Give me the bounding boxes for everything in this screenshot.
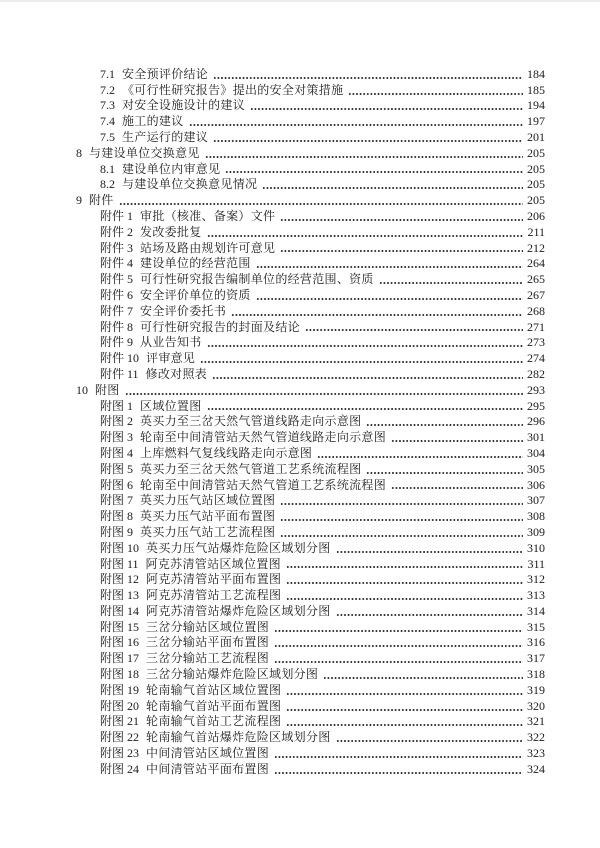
toc-entry-number: 附图 14 bbox=[100, 603, 140, 618]
toc-entry-page: 315 bbox=[527, 619, 545, 634]
dot-leader bbox=[205, 145, 523, 161]
toc-entry-number: 8.1 bbox=[100, 161, 115, 176]
toc-entry bbox=[76, 445, 545, 461]
toc-entry-number: 附件 8 bbox=[100, 319, 134, 334]
toc-entry bbox=[76, 382, 545, 398]
dot-leader bbox=[213, 129, 523, 145]
toc-entry-page: 295 bbox=[527, 398, 545, 413]
toc-entry-page: 296 bbox=[527, 414, 545, 429]
toc-entry-page: 212 bbox=[527, 240, 545, 255]
dot-leader bbox=[391, 429, 523, 445]
toc-entry-label: 《可行性研究报告》提出的安全对策措施 bbox=[122, 82, 344, 97]
toc-entry-number: 附图 9 bbox=[100, 524, 134, 539]
toc-entry bbox=[76, 714, 545, 730]
toc-entry-label: 附件 bbox=[89, 193, 114, 208]
toc-entry-label: 安全预评价结论 bbox=[122, 66, 209, 81]
toc-entry bbox=[76, 635, 545, 651]
toc-entry bbox=[76, 603, 545, 619]
toc-entry-page: 308 bbox=[527, 509, 545, 524]
toc-entry-number: 附件 7 bbox=[100, 303, 134, 318]
toc-entry-label: 附图 bbox=[95, 382, 120, 397]
toc-entry-page: 184 bbox=[527, 66, 545, 81]
page-top-edge bbox=[0, 0, 600, 2]
dot-leader bbox=[274, 619, 523, 635]
toc-entry-number: 附图 22 bbox=[100, 730, 140, 745]
toc-entry-number: 附图 11 bbox=[100, 556, 139, 571]
toc-entry-label: 英买力压气站工艺流程图 bbox=[140, 524, 276, 539]
toc-entry bbox=[76, 745, 545, 761]
dot-leader bbox=[207, 398, 523, 414]
dot-leader bbox=[213, 66, 523, 82]
toc-entry-page: 268 bbox=[527, 303, 545, 318]
toc-entry bbox=[76, 729, 545, 745]
toc-entry-page: 282 bbox=[527, 366, 545, 381]
dot-leader bbox=[317, 445, 523, 461]
toc-entry bbox=[76, 319, 545, 335]
toc-entry-label: 轮南至中间清管站天然气管道工艺系统流程图 bbox=[140, 477, 387, 492]
toc-entry-number: 10 bbox=[76, 382, 88, 397]
toc-entry bbox=[76, 572, 545, 588]
toc-entry-page: 265 bbox=[527, 272, 545, 287]
toc-entry-number: 7.4 bbox=[100, 114, 115, 129]
toc-entry-number: 附图 23 bbox=[100, 746, 140, 761]
toc-entry bbox=[76, 493, 545, 509]
dot-leader bbox=[336, 540, 523, 556]
toc-entry-page: 304 bbox=[527, 445, 545, 460]
toc-entry-label: 安全评价单位的资质 bbox=[140, 287, 251, 302]
dot-leader bbox=[274, 761, 523, 777]
toc-entry-page: 317 bbox=[527, 651, 545, 666]
toc-entry-page: 264 bbox=[527, 256, 545, 271]
toc-entry bbox=[76, 556, 545, 572]
dot-leader bbox=[286, 698, 523, 714]
toc-entry-number: 8 bbox=[76, 145, 82, 160]
dot-leader bbox=[256, 287, 523, 303]
toc-entry-page: 306 bbox=[527, 477, 545, 492]
table-of-contents bbox=[76, 66, 545, 777]
toc-entry-label: 上库燃料气复线线路走向示意图 bbox=[140, 445, 313, 460]
toc-entry-label: 三岔分输站工艺流程图 bbox=[146, 651, 270, 666]
toc-entry-number: 7.2 bbox=[100, 82, 115, 97]
toc-entry bbox=[76, 256, 545, 272]
toc-entry-page: 205 bbox=[527, 177, 545, 192]
toc-entry-label: 阿克苏清管站平面布置图 bbox=[146, 572, 282, 587]
toc-entry-label: 区域位置图 bbox=[140, 398, 202, 413]
toc-entry-label: 与建设单位交换意见情况 bbox=[122, 177, 258, 192]
toc-entry-number: 附件 10 bbox=[100, 351, 140, 366]
toc-entry-label: 站场及路由规划许可意见 bbox=[140, 240, 276, 255]
toc-entry bbox=[76, 129, 545, 145]
dot-leader bbox=[366, 414, 523, 430]
toc-entry-label: 中间清管站平面布置图 bbox=[146, 761, 270, 776]
dot-leader bbox=[336, 603, 523, 619]
dot-leader bbox=[286, 587, 523, 603]
toc-entry-number: 附图 7 bbox=[100, 493, 134, 508]
toc-entry bbox=[76, 508, 545, 524]
toc-entry-label: 英买力至三岔天然气管道线路走向示意图 bbox=[140, 414, 362, 429]
toc-entry bbox=[76, 477, 545, 493]
toc-entry bbox=[76, 461, 545, 477]
toc-entry bbox=[76, 682, 545, 698]
toc-entry-label: 英买力压气站平面布置图 bbox=[140, 509, 276, 524]
dot-leader bbox=[379, 271, 523, 287]
dot-leader bbox=[280, 508, 523, 524]
toc-entry-page: 205 bbox=[527, 193, 545, 208]
toc-entry-number: 附图 20 bbox=[100, 698, 140, 713]
toc-entry-number: 附件 5 bbox=[100, 272, 134, 287]
toc-entry-page: 309 bbox=[527, 524, 545, 539]
toc-entry-label: 对安全设施设计的建议 bbox=[122, 98, 246, 113]
toc-entry bbox=[76, 271, 545, 287]
toc-entry-number: 附图 5 bbox=[100, 461, 134, 476]
toc-entry bbox=[76, 587, 545, 603]
toc-entry-number: 附图 2 bbox=[100, 414, 134, 429]
toc-entry-number: 附件 3 bbox=[100, 240, 134, 255]
toc-entry-page: 316 bbox=[527, 635, 545, 650]
toc-entry-page: 319 bbox=[527, 682, 545, 697]
dot-leader bbox=[348, 82, 523, 98]
toc-entry bbox=[76, 177, 545, 193]
toc-entry bbox=[76, 303, 545, 319]
toc-entry-label: 可行性研究报告编制单位的经营范围、资质 bbox=[140, 272, 374, 287]
toc-entry-label: 生产运行的建议 bbox=[122, 129, 209, 144]
toc-entry-label: 发改委批复 bbox=[140, 224, 202, 239]
toc-entry-page: 318 bbox=[527, 667, 545, 682]
toc-entry-label: 施工的建议 bbox=[122, 114, 184, 129]
toc-entry-label: 与建设单位交换意见 bbox=[89, 145, 200, 160]
toc-entry-page: 273 bbox=[527, 335, 545, 350]
toc-entry-label: 三岔分输站爆炸危险区域划分图 bbox=[146, 667, 319, 682]
toc-entry-label: 轮南输气首站区域位置图 bbox=[146, 682, 282, 697]
toc-entry bbox=[76, 208, 545, 224]
toc-entry-page: 305 bbox=[527, 461, 545, 476]
toc-entry-page: 205 bbox=[527, 145, 545, 160]
toc-entry-number: 附图 16 bbox=[100, 635, 140, 650]
dot-leader bbox=[250, 98, 523, 114]
toc-entry bbox=[76, 98, 545, 114]
toc-entry-page: 206 bbox=[527, 208, 545, 223]
toc-entry-page: 201 bbox=[527, 129, 545, 144]
toc-entry-page: 324 bbox=[527, 761, 545, 776]
toc-entry-number: 附图 12 bbox=[100, 572, 140, 587]
dot-leader bbox=[391, 477, 523, 493]
toc-entry-page: 307 bbox=[527, 493, 545, 508]
dot-leader bbox=[256, 256, 523, 272]
toc-entry-label: 审批（核准、备案）文件 bbox=[140, 208, 276, 223]
toc-entry-number: 附件 11 bbox=[100, 366, 139, 381]
toc-entry-number: 附图 8 bbox=[100, 509, 134, 524]
toc-entry bbox=[76, 650, 545, 666]
dot-leader bbox=[280, 240, 523, 256]
toc-entry-label: 三岔分输站平面布置图 bbox=[146, 635, 270, 650]
toc-entry bbox=[76, 666, 545, 682]
toc-entry-label: 英买力至三岔天然气管道工艺系统流程图 bbox=[140, 461, 362, 476]
toc-entry-number: 附件 9 bbox=[100, 335, 134, 350]
toc-entry-page: 267 bbox=[527, 287, 545, 302]
toc-entry-number: 8.2 bbox=[100, 177, 115, 192]
dot-leader bbox=[200, 350, 523, 366]
toc-entry-label: 评审意见 bbox=[146, 351, 196, 366]
toc-entry-page: 197 bbox=[527, 114, 545, 129]
toc-entry-page: 322 bbox=[527, 730, 545, 745]
toc-entry bbox=[76, 240, 545, 256]
dot-leader bbox=[305, 319, 523, 335]
toc-entry-number: 7.1 bbox=[100, 66, 115, 81]
toc-entry-label: 轮南输气首站爆炸危险区域划分图 bbox=[146, 730, 331, 745]
toc-entry-label: 三岔分输站区域位置图 bbox=[146, 619, 270, 634]
toc-entry bbox=[76, 335, 545, 351]
toc-entry bbox=[76, 145, 545, 161]
dot-leader bbox=[189, 113, 523, 129]
toc-entry-page: 271 bbox=[527, 319, 545, 334]
dot-leader bbox=[207, 224, 524, 240]
toc-entry-number: 附图 3 bbox=[100, 430, 134, 445]
dot-leader bbox=[225, 161, 523, 177]
toc-entry bbox=[76, 540, 545, 556]
dot-leader bbox=[286, 682, 523, 698]
dot-leader bbox=[280, 524, 523, 540]
dot-leader bbox=[207, 335, 523, 351]
dot-leader bbox=[274, 650, 523, 666]
toc-entry bbox=[76, 224, 545, 240]
toc-entry-label: 安全评价委托书 bbox=[140, 303, 227, 318]
toc-entry-page: 313 bbox=[527, 588, 545, 603]
dot-leader bbox=[366, 461, 523, 477]
dot-leader bbox=[125, 382, 523, 398]
dot-leader bbox=[286, 572, 523, 588]
toc-entry-number: 附图 6 bbox=[100, 477, 134, 492]
dot-leader bbox=[231, 303, 523, 319]
toc-entry-number: 附图 4 bbox=[100, 445, 134, 460]
toc-entry-page: 314 bbox=[527, 603, 545, 618]
dot-leader bbox=[212, 366, 523, 382]
toc-entry-label: 建设单位的经营范围 bbox=[140, 256, 251, 271]
toc-entry-number: 附图 19 bbox=[100, 682, 140, 697]
toc-entry-label: 阿克苏清管站区域位置图 bbox=[145, 556, 281, 571]
toc-entry-number: 附件 2 bbox=[100, 224, 134, 239]
toc-entry bbox=[76, 66, 545, 82]
toc-entry-page: 205 bbox=[527, 161, 545, 176]
dot-leader bbox=[262, 177, 523, 193]
dot-leader bbox=[280, 208, 523, 224]
toc-entry-number: 附图 17 bbox=[100, 651, 140, 666]
toc-entry-label: 从业告知书 bbox=[140, 335, 202, 350]
toc-entry bbox=[76, 429, 545, 445]
dot-leader bbox=[274, 635, 523, 651]
toc-entry-number: 附件 6 bbox=[100, 287, 134, 302]
dot-leader bbox=[274, 745, 523, 761]
toc-entry-page: 293 bbox=[527, 382, 545, 397]
toc-entry-label: 中间清管站区域位置图 bbox=[146, 746, 270, 761]
toc-entry-number: 附图 15 bbox=[100, 619, 140, 634]
toc-entry-page: 301 bbox=[527, 430, 545, 445]
toc-entry-page: 185 bbox=[527, 82, 545, 97]
dot-leader bbox=[286, 556, 524, 572]
dot-leader bbox=[336, 729, 523, 745]
toc-entry-number: 7.3 bbox=[100, 98, 115, 113]
toc-entry-page: 310 bbox=[527, 540, 545, 555]
toc-entry bbox=[76, 287, 545, 303]
toc-entry-number: 附图 21 bbox=[100, 714, 140, 729]
toc-entry bbox=[76, 161, 545, 177]
dot-leader bbox=[323, 666, 523, 682]
toc-entry-page: 211 bbox=[527, 224, 545, 239]
toc-entry-number: 附件 4 bbox=[100, 256, 134, 271]
toc-entry-page: 194 bbox=[527, 98, 545, 113]
toc-entry bbox=[76, 761, 545, 777]
toc-entry bbox=[76, 113, 545, 129]
toc-entry-number: 附图 13 bbox=[100, 588, 140, 603]
toc-entry bbox=[76, 82, 545, 98]
toc-entry-label: 轮南输气首站工艺流程图 bbox=[146, 714, 282, 729]
toc-entry-number: 附图 18 bbox=[100, 667, 140, 682]
toc-entry bbox=[76, 698, 545, 714]
toc-entry-label: 建设单位内审意见 bbox=[122, 161, 221, 176]
toc-entry-number: 附图 1 bbox=[100, 398, 134, 413]
toc-entry-page: 312 bbox=[527, 572, 545, 587]
toc-entry-page: 323 bbox=[527, 746, 545, 761]
toc-entry-number: 附图 10 bbox=[100, 540, 140, 555]
toc-entry-label: 阿克苏清管站爆炸危险区域划分图 bbox=[146, 603, 331, 618]
toc-entry-label: 轮南输气首站平面布置图 bbox=[146, 698, 282, 713]
toc-entry-page: 320 bbox=[527, 698, 545, 713]
toc-entry-number: 7.5 bbox=[100, 129, 115, 144]
toc-entry-label: 英买力压气站爆炸危险区域划分图 bbox=[146, 540, 331, 555]
toc-entry bbox=[76, 414, 545, 430]
toc-entry-number: 附件 1 bbox=[100, 208, 134, 223]
toc-entry-label: 修改对照表 bbox=[145, 366, 208, 381]
toc-entry-page: 274 bbox=[527, 351, 545, 366]
toc-entry bbox=[76, 192, 545, 208]
toc-entry bbox=[76, 524, 545, 540]
toc-entry bbox=[76, 398, 545, 414]
toc-entry bbox=[76, 366, 545, 382]
toc-entry-label: 阿克苏清管站工艺流程图 bbox=[146, 588, 282, 603]
toc-entry bbox=[76, 619, 545, 635]
dot-leader bbox=[280, 493, 523, 509]
toc-entry-label: 可行性研究报告的封面及结论 bbox=[140, 319, 300, 334]
toc-entry-label: 英买力压气站区域位置图 bbox=[140, 493, 276, 508]
dot-leader bbox=[119, 192, 523, 208]
toc-entry bbox=[76, 350, 545, 366]
dot-leader bbox=[286, 714, 523, 730]
toc-entry-number: 9 bbox=[76, 193, 82, 208]
toc-entry-page: 321 bbox=[527, 714, 545, 729]
toc-entry-number: 附图 24 bbox=[100, 761, 140, 776]
toc-entry-page: 311 bbox=[527, 556, 545, 571]
toc-entry-label: 轮南至中间清管站天然气管道线路走向示意图 bbox=[140, 430, 387, 445]
